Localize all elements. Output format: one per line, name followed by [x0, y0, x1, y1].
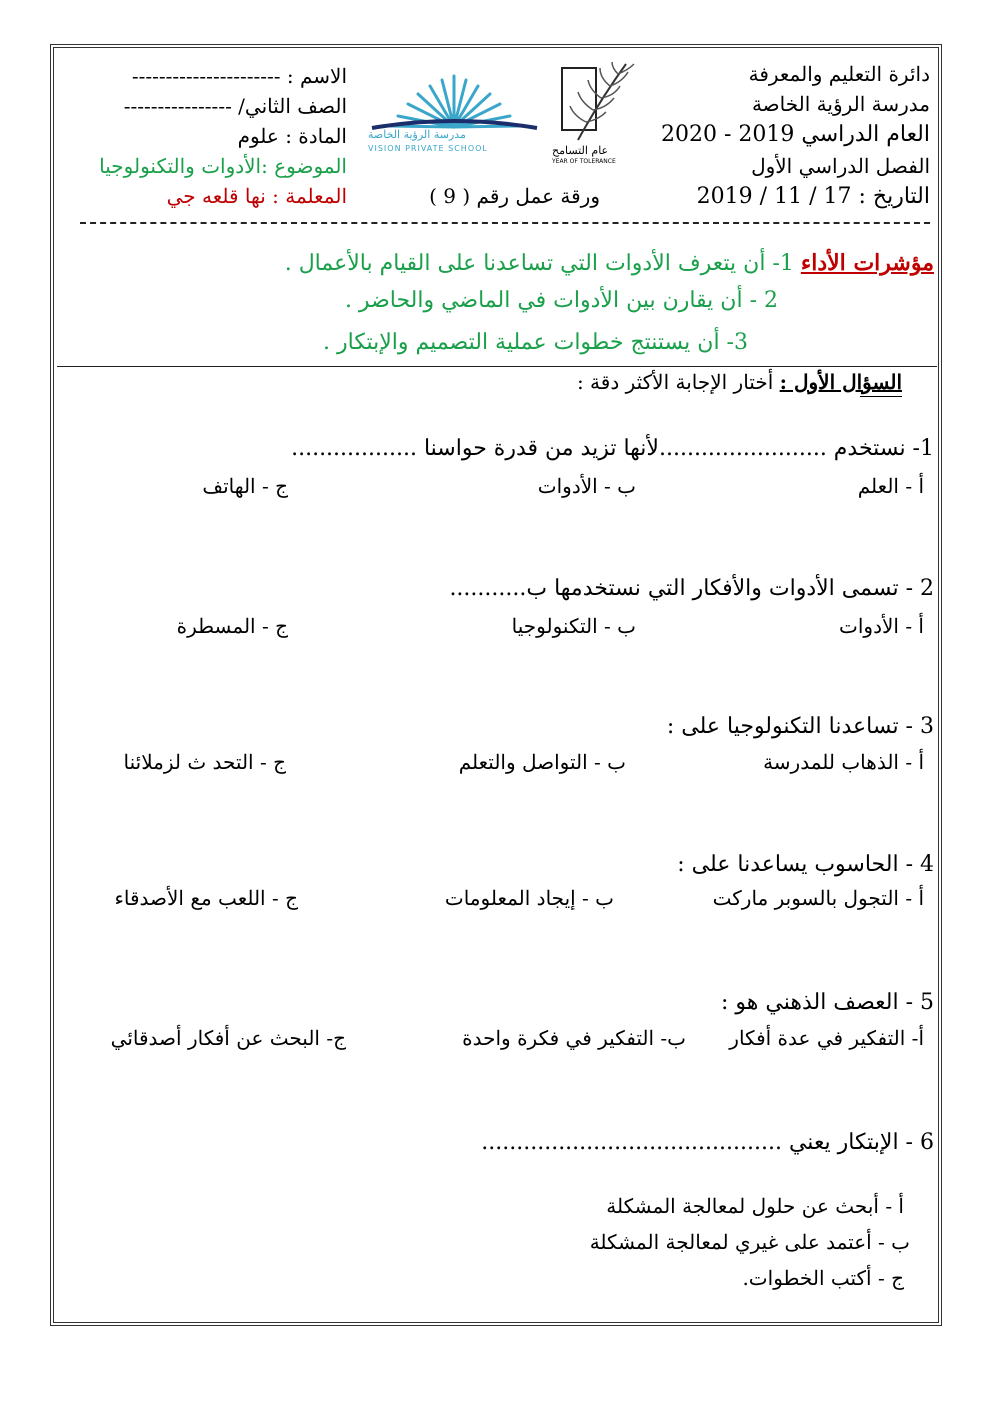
heading-underline [860, 396, 902, 397]
question-5-option-b: ب- التفكير في فكرة واحدة [462, 1026, 686, 1050]
question-6-option-a: أ - أبحث عن حلول لمعالجة المشكلة [606, 1194, 904, 1218]
question-1-option-c: ج - الهاتف [202, 474, 288, 498]
tolerance-logo-arabic: عام التسامح [552, 144, 609, 157]
question-6-stem: 6 - الإبتكار يعني ........................................... [481, 1130, 934, 1155]
school-logo-arabic: مدرسة الرؤية الخاصة [368, 128, 466, 141]
school-logo-english: VISION PRIVATE SCHOOL [368, 144, 488, 153]
question-5-option-c: ج- البحث عن أفكار أصدقائي [110, 1026, 346, 1050]
question-one-label: السؤال الأول : [779, 370, 902, 394]
tolerance-logo-english: YEAR OF TOLERANCE [552, 158, 616, 165]
header-divider [80, 222, 930, 224]
question-4-stem: 4 - الحاسوب يساعدنا على : [677, 852, 934, 877]
question-3-stem: 3 - تساعدنا التكنولوجيا على : [666, 714, 934, 739]
tolerance-logo [548, 60, 644, 168]
school-name: مدرسة الرؤية الخاصة [751, 92, 930, 116]
question-4-option-c: ج - اللعب مع الأصدقاء [114, 886, 298, 910]
question-3-option-a: أ - الذهاب للمدرسة [763, 750, 924, 774]
question-1-option-a: أ - العلم [857, 474, 924, 498]
question-2-option-b: ب - التكنولوجيا [511, 614, 636, 638]
question-4-option-a: أ - التجول بالسوبر ماركت [712, 886, 924, 910]
question-2-option-a: أ - الأدوات [839, 614, 924, 638]
grade-field: الصف الثاني/ ---------------- [123, 94, 347, 118]
question-5-stem: 5 - العصف الذهني هو : [721, 990, 934, 1015]
teacher-field: المعلمة : نها قلعه جي [166, 184, 347, 208]
question-one-instruction: أختار الإجابة الأكثر دقة : [576, 370, 774, 394]
indicator-2: 2 - أن يقارن بين الأدوات في الماضي والحاضر . [344, 288, 778, 313]
topic-field: الموضوع :الأدوات والتكنولوجيا [99, 154, 347, 178]
semester: الفصل الدراسي الأول [751, 154, 930, 178]
subject-field: المادة : علوم [237, 124, 347, 148]
question-6-option-c: ج - أكتب الخطوات. [742, 1266, 904, 1290]
question-5-option-a: أ- التفكير في عدة أفكار [729, 1026, 924, 1050]
question-3-option-c: ج - التحد ث لزملائنا [123, 750, 286, 774]
question-6-option-b: ب - أعتمد على غيري لمعالجة المشكلة [589, 1230, 910, 1254]
indicator-1: 1- أن يتعرف الأدوات التي تساعدنا على القيام بالأعمال . [284, 251, 794, 276]
question-1-option-b: ب - الأدوات [537, 474, 636, 498]
date: التاريخ : 17 / 11 / 2019 [696, 184, 930, 209]
indicator-3: 3- أن يستنتج خطوات عملية التصميم والإبتكار . [323, 330, 748, 355]
question-4-option-b: ب - إيجاد المعلومات [444, 886, 614, 910]
indicators-label: مؤشرات الأداء [800, 250, 934, 276]
student-name-field: الاسم : ---------------------- [131, 64, 347, 88]
question-2-option-c: ج - المسطرة [176, 614, 288, 638]
indicator-line-1 [285, 250, 934, 276]
question-one-heading [577, 370, 902, 394]
question-3-option-b: ب - التواصل والتعلم [458, 750, 626, 774]
question-2-stem: 2 - تسمى الأدوات والأفكار التي نستخدمها ب........... [449, 576, 934, 601]
question-1-stem: 1- نستخدم ........................لأنها تزيد من قدرة حواسنا .................. [291, 436, 934, 461]
school-logo [362, 72, 547, 160]
indicators-divider [57, 366, 937, 367]
department-name: دائرة التعليم والمعرفة [748, 62, 930, 86]
academic-year: العام الدراسي 2019 - 2020 [660, 122, 930, 147]
palm-leaf-icon [548, 60, 644, 144]
worksheet-number: ورقة عمل رقم ( 9 ) [429, 184, 600, 208]
